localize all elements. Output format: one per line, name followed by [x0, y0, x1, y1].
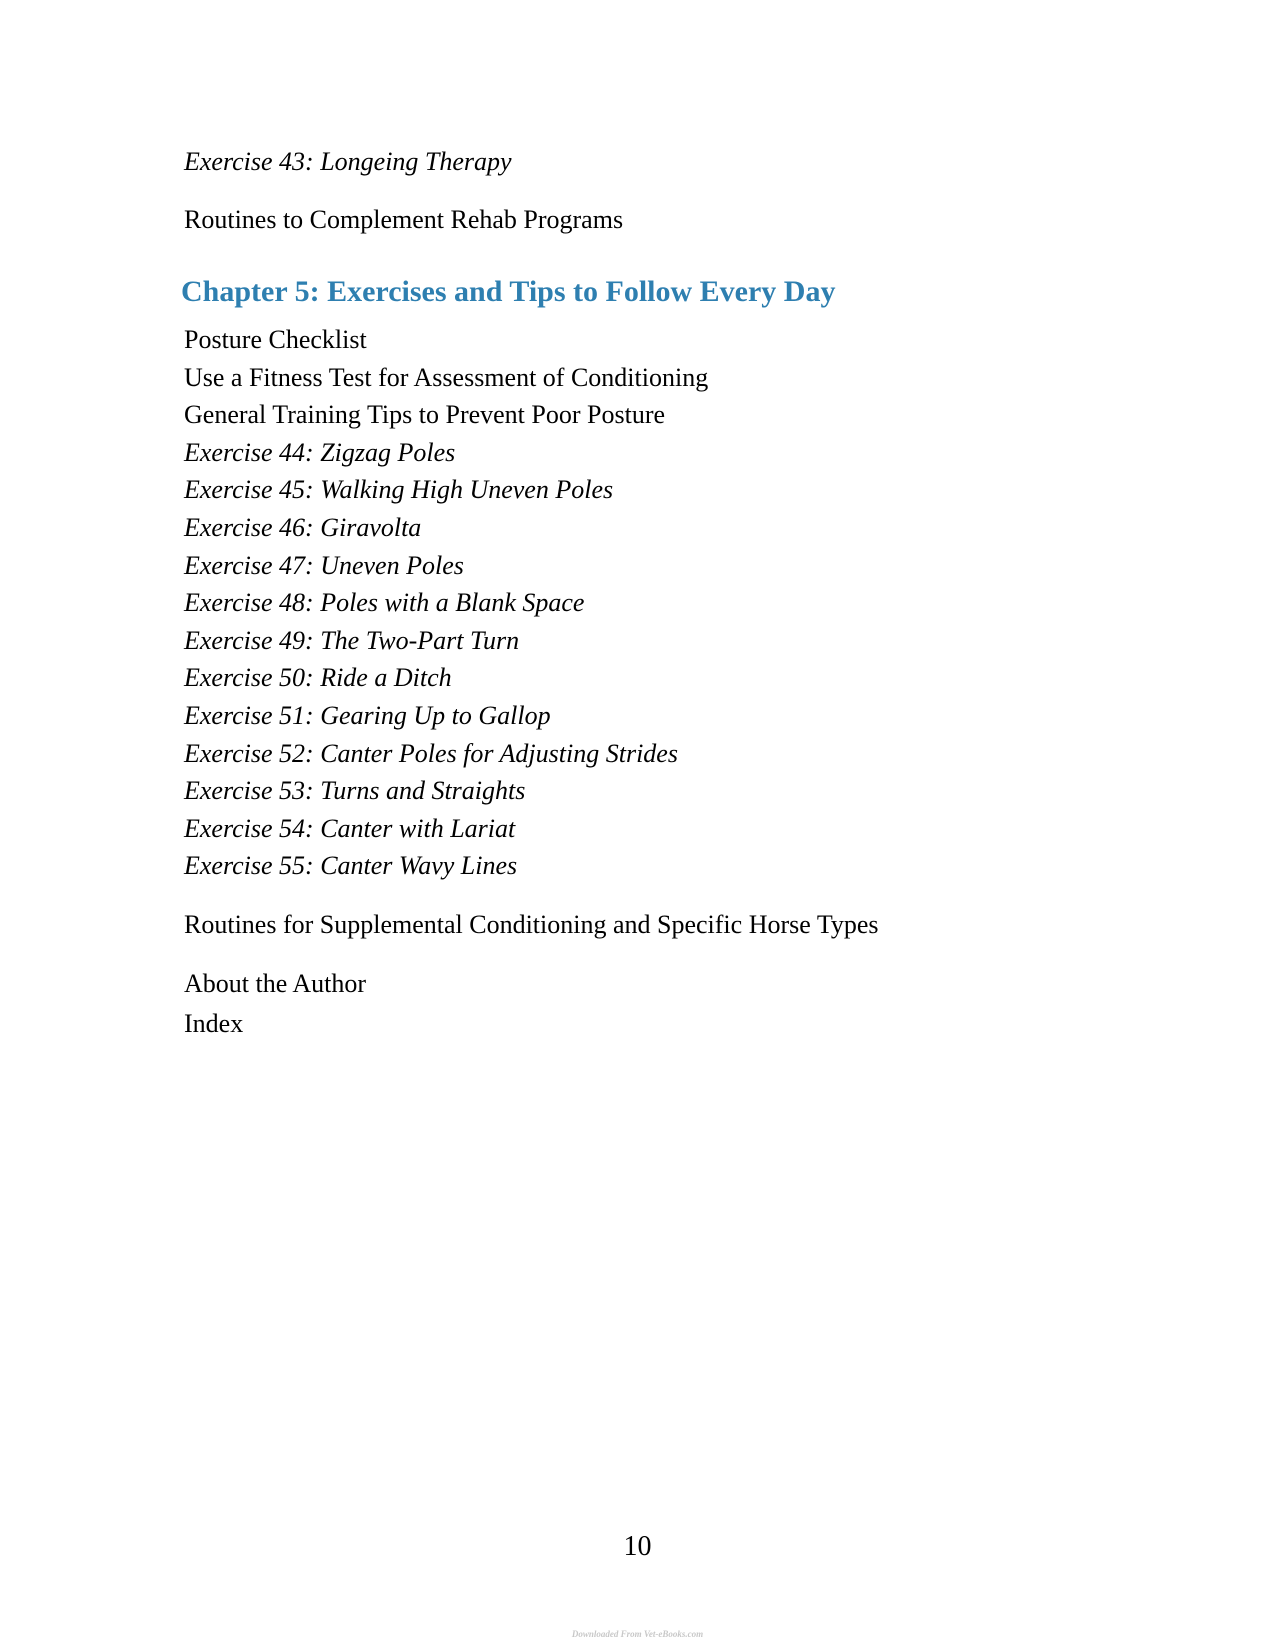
toc-entry-exercise-52[interactable]: Exercise 52: Canter Poles for Adjusting Strides	[184, 739, 678, 768]
toc-entry-fitness-test[interactable]: Use a Fitness Test for Assessment of Conditioning	[184, 363, 709, 392]
toc-entry-exercise-43[interactable]: Exercise 43: Longeing Therapy	[184, 147, 512, 176]
toc-entry-exercise-53[interactable]: Exercise 53: Turns and Straights	[184, 776, 526, 805]
toc-entry-exercise-45[interactable]: Exercise 45: Walking High Uneven Poles	[184, 475, 614, 504]
toc-entry-rehab-routines[interactable]: Routines to Complement Rehab Programs	[184, 205, 624, 234]
toc-entry-exercise-55[interactable]: Exercise 55: Canter Wavy Lines	[184, 851, 518, 880]
toc-entry-index[interactable]: Index	[184, 1009, 244, 1038]
toc-entry-supplemental-routines[interactable]: Routines for Supplemental Conditioning and Specific Horse Types	[184, 910, 879, 939]
toc-entry-exercise-49[interactable]: Exercise 49: The Two-Part Turn	[184, 626, 520, 655]
chapter-5-heading[interactable]: Chapter 5: Exercises and Tips to Follow Every Day	[181, 275, 836, 308]
toc-entry-about-author[interactable]: About the Author	[184, 969, 366, 998]
toc-entry-posture-checklist[interactable]: Posture Checklist	[184, 325, 367, 354]
toc-entry-exercise-48[interactable]: Exercise 48: Poles with a Blank Space	[184, 588, 585, 617]
page-number: 10	[623, 1531, 652, 1562]
toc-entry-training-tips[interactable]: General Training Tips to Prevent Poor Posture	[184, 400, 666, 429]
watermark: Downloaded From Vet-eBooks.com	[571, 1629, 704, 1639]
toc-entry-exercise-44[interactable]: Exercise 44: Zigzag Poles	[184, 438, 456, 467]
toc-entry-exercise-51[interactable]: Exercise 51: Gearing Up to Gallop	[184, 701, 551, 730]
toc-entry-exercise-46[interactable]: Exercise 46: Giravolta	[184, 513, 422, 542]
toc-entry-exercise-54[interactable]: Exercise 54: Canter with Lariat	[184, 814, 516, 843]
toc-entry-exercise-47[interactable]: Exercise 47: Uneven Poles	[184, 551, 464, 580]
toc-entry-exercise-50[interactable]: Exercise 50: Ride a Ditch	[184, 663, 452, 692]
